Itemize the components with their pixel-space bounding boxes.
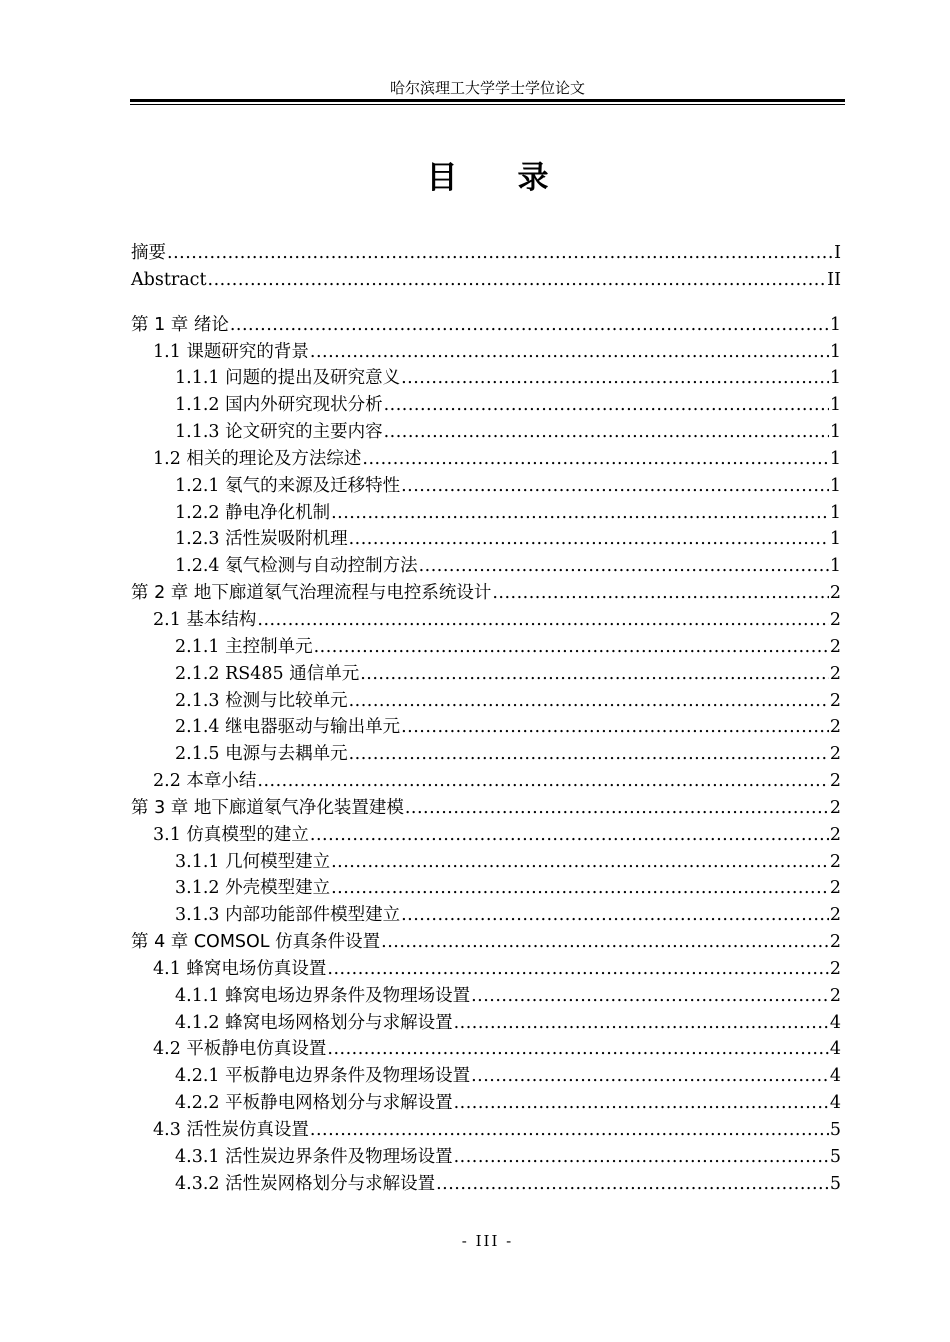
page-number: - III - [461, 1232, 514, 1250]
toc-leader-dots [454, 1010, 829, 1037]
toc-subsection-entry[interactable] [131, 741, 841, 768]
toc-entry-page: 2 [829, 583, 841, 604]
toc-entry-page: 2 [829, 771, 841, 792]
toc-leader-dots [349, 688, 829, 715]
toc-entry-page: 1 [829, 475, 841, 496]
toc-entry-label: 1.2 相关的理论及方法综述 [153, 448, 362, 469]
toc-entry-label: 4.2 平板静电仿真设置 [153, 1039, 327, 1060]
toc-entry-page: I [834, 243, 841, 263]
toc-entry-page: 4 [829, 1066, 841, 1087]
toc-subsection-entry[interactable] [131, 553, 841, 580]
toc-entry-label: 摘要 [131, 243, 166, 263]
toc-entry-label: 1.1.3 论文研究的主要内容 [175, 422, 383, 443]
toc-entry-label: 4.2.2 平板静电网格划分与求解设置 [175, 1093, 453, 1114]
toc-leader-dots [257, 607, 828, 634]
toc-entry-label: 4.3.1 活性炭边界条件及物理场设置 [175, 1146, 453, 1167]
toc-entry-page: 1 [829, 341, 841, 362]
toc-subsection-entry[interactable] [131, 634, 841, 661]
toc-subsection-entry[interactable] [131, 392, 841, 419]
toc-entry-page: 4 [829, 1012, 841, 1033]
header-rule-thin [130, 104, 845, 105]
toc-subsection-entry[interactable] [131, 473, 841, 500]
toc-entry-page: 2 [829, 824, 841, 845]
toc-section-entry[interactable] [131, 822, 841, 849]
toc-entry-label: 2.1.2 RS485 通信单元 [175, 663, 360, 684]
toc-entry-page: 2 [829, 636, 841, 657]
toc-entry-label: 3.1.1 几何模型建立 [175, 851, 331, 872]
toc-leader-dots [230, 312, 829, 339]
toc-entry-label: 第 2 章 地下廊道氡气治理流程与电控系统设计 [131, 583, 492, 604]
toc-chapter-entry[interactable] [131, 312, 841, 339]
toc-subsection-entry[interactable] [131, 1171, 841, 1198]
toc-leader-dots [360, 661, 829, 688]
toc-entry-page: 1 [829, 395, 841, 416]
toc-chapter-entry[interactable] [131, 795, 841, 822]
toc-leader-dots [471, 1063, 829, 1090]
toc-subsection-entry[interactable] [131, 526, 841, 553]
toc-leader-dots [405, 795, 829, 822]
toc-section-entry[interactable] [131, 1117, 841, 1144]
toc-entry-page: II [827, 269, 841, 290]
toc-entry-label: 2.1.5 电源与去耦单元 [175, 744, 348, 765]
toc-entry-label: 第 4 章 COMSOL 仿真条件设置 [131, 932, 381, 953]
toc-chapter-entry[interactable] [131, 929, 841, 956]
toc-entry-label: 4.1.2 蜂窝电场网格划分与求解设置 [175, 1012, 453, 1033]
toc-section-entry[interactable] [131, 1036, 841, 1063]
toc-entry-label: 第 3 章 地下廊道氡气净化装置建模 [131, 797, 404, 818]
toc-entry-page: 2 [829, 878, 841, 899]
toc-entry-page: 2 [829, 905, 841, 926]
toc-subsection-entry[interactable] [131, 1144, 841, 1171]
toc-entry-page: 2 [829, 717, 841, 738]
header-rule-thick [130, 99, 845, 102]
toc-subsection-entry[interactable] [131, 1063, 841, 1090]
toc-subsection-entry[interactable] [131, 902, 841, 929]
toc-leader-dots [331, 849, 829, 876]
toc-entry-label: 3.1 仿真模型的建立 [153, 824, 309, 845]
toc-entry-label: 1.2.4 氡气检测与自动控制方法 [175, 556, 418, 577]
toc-leader-dots [327, 956, 828, 983]
toc-entry-page: 1 [829, 368, 841, 389]
toc-leader-dots [310, 339, 829, 366]
toc-entry-page: 2 [829, 851, 841, 872]
toc-leader-dots [384, 419, 829, 446]
toc-leader-dots [401, 365, 829, 392]
toc-entry-page: 2 [829, 797, 841, 818]
toc-entry-page: 1 [829, 422, 841, 443]
toc-entry-label: 2.1.3 检测与比较单元 [175, 690, 348, 711]
toc-entry-page: 5 [829, 1146, 841, 1167]
toc-leader-dots [381, 929, 829, 956]
toc-entry-page: 2 [829, 744, 841, 765]
toc-leader-dots [401, 902, 829, 929]
toc-leader-dots [384, 392, 829, 419]
toc-entry-label: 4.1 蜂窝电场仿真设置 [153, 958, 327, 979]
toc-entry-label: 1.1 课题研究的背景 [153, 341, 309, 362]
toc-leader-dots [492, 580, 829, 607]
toc-entry-page: 5 [829, 1120, 841, 1140]
toc-entry-label: 2.2 本章小结 [153, 771, 257, 792]
toc-entry-label: 1.2.3 活性炭吸附机理 [175, 529, 348, 550]
toc-entry-abstract-zh[interactable] [131, 240, 841, 267]
toc-entry-page: 2 [829, 609, 841, 630]
toc-leader-dots [327, 1036, 828, 1063]
toc-entry-page: 1 [829, 502, 841, 523]
toc-entry-label: 1.2.1 氡气的来源及迁移特性 [175, 475, 401, 496]
toc-entry-label: 第 1 章 绪论 [131, 314, 229, 335]
toc-section-entry[interactable] [131, 446, 841, 473]
toc-leader-dots [331, 500, 829, 527]
toc-chapter-entry[interactable] [131, 580, 841, 607]
toc-entry-label: 1.1.2 国内外研究现状分析 [175, 395, 383, 416]
toc-entry-abstract-en[interactable] [131, 267, 841, 294]
toc-entry-page: 2 [829, 985, 841, 1006]
toc-section-entry[interactable] [131, 607, 841, 634]
toc-entry-page: 1 [829, 448, 841, 469]
toc-entry-page: 2 [829, 958, 841, 979]
toc-leader-dots [471, 983, 829, 1010]
toc-entry-page: 2 [829, 932, 841, 953]
toc-subsection-entry[interactable] [131, 419, 841, 446]
toc-leader-dots [362, 446, 828, 473]
toc-subsection-entry[interactable] [131, 1090, 841, 1117]
toc-title: 目录 [426, 160, 609, 196]
toc-leader-dots [310, 1117, 829, 1144]
toc-leader-dots [167, 240, 833, 267]
table-of-contents [131, 240, 841, 1198]
toc-leader-dots [331, 875, 829, 902]
toc-subsection-entry[interactable] [131, 500, 841, 527]
toc-section-entry[interactable] [131, 339, 841, 366]
toc-subsection-entry[interactable] [131, 875, 841, 902]
toc-entry-page: 1 [829, 529, 841, 550]
toc-leader-dots [436, 1171, 829, 1198]
toc-leader-dots [257, 768, 828, 795]
toc-entry-label: 4.1.1 蜂窝电场边界条件及物理场设置 [175, 985, 471, 1006]
toc-leader-dots [310, 822, 829, 849]
toc-section-entry[interactable] [131, 768, 841, 795]
toc-entry-label: 2.1.1 主控制单元 [175, 636, 313, 657]
toc-entry-label: Abstract [131, 269, 207, 290]
toc-subsection-entry[interactable] [131, 849, 841, 876]
toc-entry-label: 4.2.1 平板静电边界条件及物理场设置 [175, 1066, 471, 1087]
toc-leader-dots [314, 634, 829, 661]
toc-entry-label: 3.1.2 外壳模型建立 [175, 878, 331, 899]
toc-entry-page: 5 [829, 1173, 841, 1194]
toc-subsection-entry[interactable] [131, 983, 841, 1010]
toc-entry-page: 1 [829, 556, 841, 577]
toc-entry-label: 4.3 活性炭仿真设置 [153, 1120, 309, 1140]
toc-subsection-entry[interactable] [131, 688, 841, 715]
toc-entry-label: 4.3.2 活性炭网格划分与求解设置 [175, 1173, 436, 1194]
toc-leader-dots [208, 267, 827, 294]
running-header: 哈尔滨理工大学学士学位论文 [389, 79, 585, 97]
toc-entry-page: 4 [829, 1093, 841, 1114]
toc-leader-dots [454, 1090, 829, 1117]
toc-entries [131, 312, 841, 1198]
toc-entry-label: 1.1.1 问题的提出及研究意义 [175, 368, 401, 389]
toc-leader-dots [419, 553, 829, 580]
toc-leader-dots [401, 473, 829, 500]
toc-entry-label: 2.1.4 继电器驱动与输出单元 [175, 717, 401, 738]
toc-entry-page: 2 [829, 690, 841, 711]
toc-entry-page: 2 [829, 663, 841, 684]
toc-entry-page: 1 [829, 314, 841, 335]
toc-section-entry[interactable] [131, 956, 841, 983]
toc-entry-label: 3.1.3 内部功能部件模型建立 [175, 905, 401, 926]
toc-subsection-entry[interactable] [131, 661, 841, 688]
toc-entry-page: 4 [829, 1039, 841, 1060]
toc-leader-dots [349, 526, 829, 553]
toc-leader-dots [401, 714, 829, 741]
toc-subsection-entry[interactable] [131, 365, 841, 392]
toc-entry-label: 2.1 基本结构 [153, 609, 257, 630]
toc-subsection-entry[interactable] [131, 714, 841, 741]
toc-entry-label: 1.2.2 静电净化机制 [175, 502, 331, 523]
toc-spacer [131, 294, 841, 312]
toc-leader-dots [454, 1144, 829, 1171]
toc-leader-dots [349, 741, 829, 768]
toc-subsection-entry[interactable] [131, 1010, 841, 1037]
